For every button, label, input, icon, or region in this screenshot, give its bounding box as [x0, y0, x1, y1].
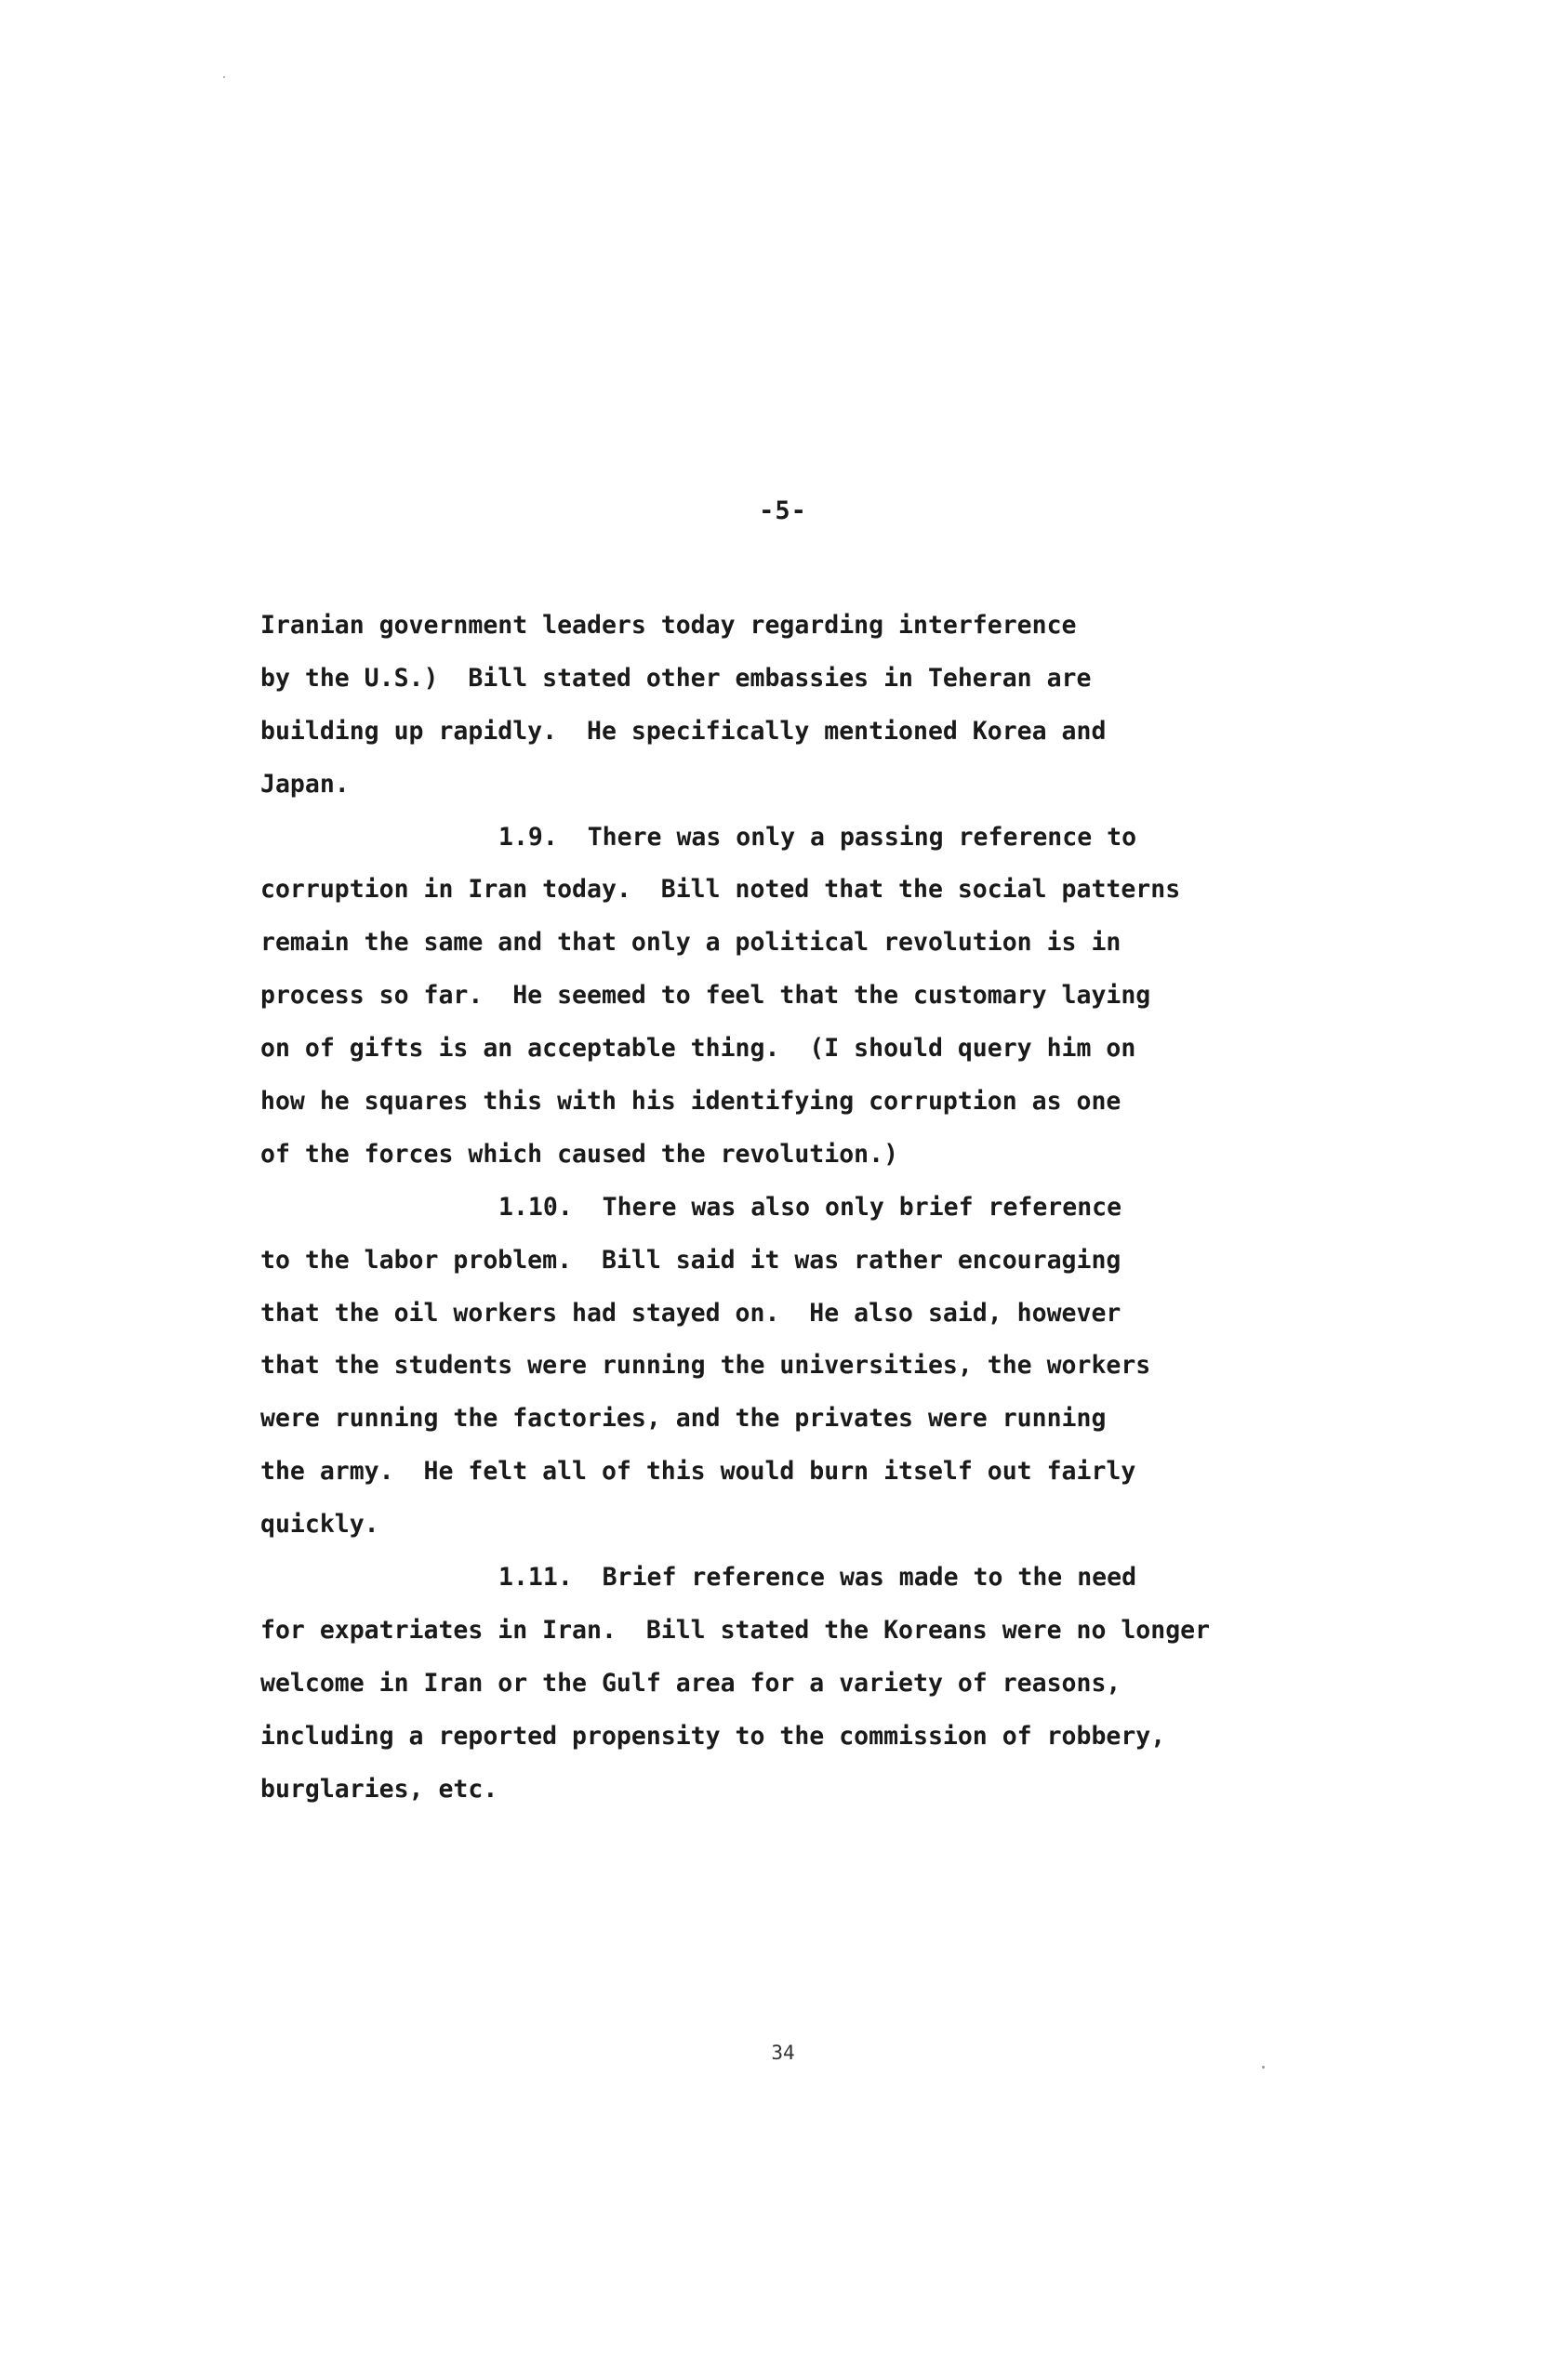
footer-page-number: 34 [771, 2042, 795, 2064]
text-line: welcome in Iran or the Gulf area for a variety of reasons, [260, 1668, 1121, 1698]
scan-speck [223, 76, 225, 78]
text-line: how he squares this with his identifying corruption as one [260, 1087, 1121, 1117]
text-line: burglaries, etc. [260, 1774, 498, 1804]
text-line: the army. He felt all of this would burn itself out fairly [260, 1457, 1136, 1487]
text-line: of the forces which caused the revolution.) [260, 1139, 899, 1169]
text-line: by the U.S.) Bill stated other embassies in Teheran are [260, 663, 1092, 693]
text-line: on of gifts is an acceptable thing. (I should query him on [260, 1034, 1136, 1064]
text-line: 1.9. There was only a passing reference to [498, 822, 1137, 852]
scan-speck [1262, 2066, 1265, 2069]
page-marker: -5- [759, 496, 807, 525]
text-line: quickly. [260, 1510, 379, 1540]
text-line: remain the same and that only a political revolution is in [260, 928, 1121, 958]
body-text [260, 600, 1544, 1816]
text-line: for expatriates in Iran. Bill stated the Koreans were no longer [260, 1615, 1211, 1645]
text-line: that the oil workers had stayed on. He also said, however [260, 1298, 1121, 1328]
text-line: 1.10. There was also only brief reference [498, 1192, 1122, 1222]
text-line: 1.11. Brief reference was made to the need [498, 1563, 1137, 1593]
text-line: process so far. He seemed to feel that the customary laying [260, 981, 1151, 1011]
text-line: to the labor problem. Bill said it was rather encouraging [260, 1245, 1121, 1275]
text-line: Japan. [260, 769, 350, 799]
text-line: corruption in Iran today. Bill noted that the social patterns [260, 875, 1181, 905]
text-line: Iranian government leaders today regarding interference [260, 611, 1077, 640]
text-line: that the students were running the universities, the workers [260, 1351, 1151, 1381]
text-line: including a reported propensity to the commission of robbery, [260, 1721, 1166, 1751]
text-line: were running the factories, and the privates were running [260, 1404, 1107, 1434]
text-line: building up rapidly. He specifically mentioned Korea and [260, 716, 1107, 746]
